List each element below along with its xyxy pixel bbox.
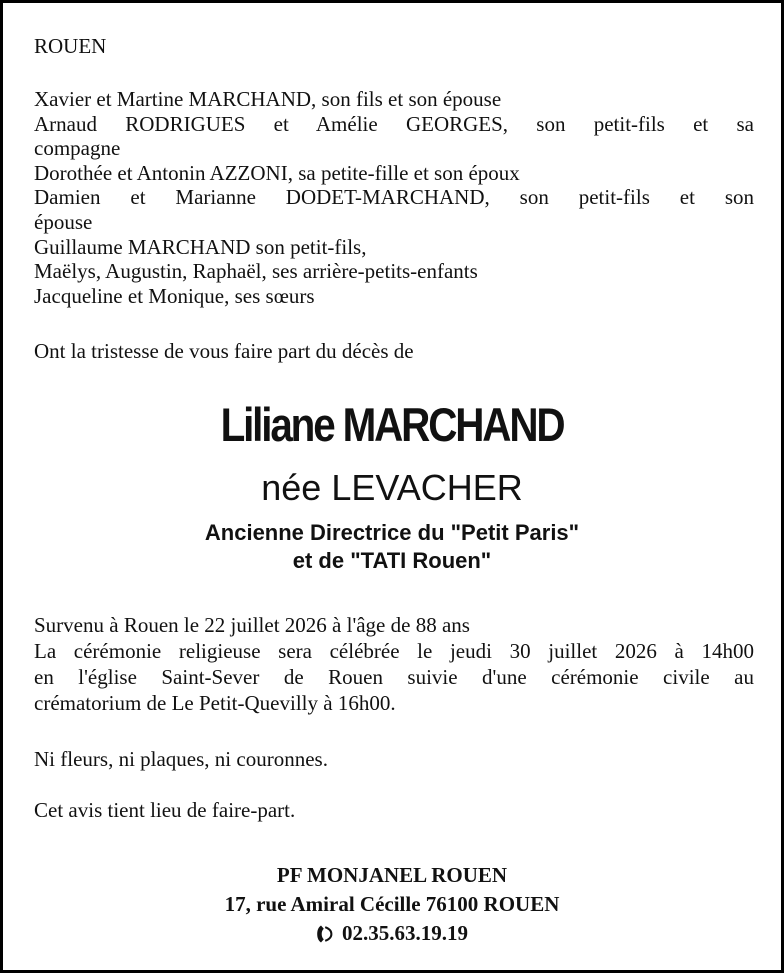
funeral-home-name: PF MONJANEL ROUEN: [276, 863, 508, 887]
family-line: Arnaud RODRIGUES et Amélie GEORGES, son petit-fils et sa: [34, 111, 754, 136]
family-line: Maëlys, Augustin, Raphaël, ses arrière-petits-enfants: [34, 259, 478, 284]
telephone-icon: [316, 924, 334, 944]
funeral-home-block: [3, 861, 781, 952]
detail-line: en l'église Saint-Sever de Rouen suivie d'une cérémonie civile au: [34, 665, 754, 689]
family-line: compagne: [34, 136, 121, 161]
detail-line: crématorium de Le Petit-Quevilly à 16h00.: [34, 691, 396, 715]
family-line: Dorothée et Antonin AZZONI, sa petite-fille et son époux: [34, 160, 520, 185]
maiden-name: née LEVACHER: [261, 467, 523, 508]
family-line: Xavier et Martine MARCHAND, son fils et son épouse: [34, 87, 502, 111]
ceremony-details: [34, 612, 754, 716]
detail-line: La cérémonie religieuse sera célébrée le jeudi 30 juillet 2026 à 14h00: [34, 639, 754, 663]
funeral-home-phone-row: [316, 919, 468, 948]
family-line: Damien et Marianne DODET-MARCHAND, son petit-fils et son: [34, 185, 754, 210]
family-line: Guillaume MARCHAND son petit-fils,: [34, 234, 367, 259]
role-line: Ancienne Directrice du "Petit Paris": [204, 520, 580, 545]
detail-line: Survenu à Rouen le 22 juillet 2026 à l'âge de 88 ans: [34, 613, 470, 637]
deceased-role: [3, 519, 781, 575]
flowers-note: Ni fleurs, ni plaques, ni couronnes.: [34, 747, 328, 771]
deceased-name: Liliane MARCHAND: [220, 398, 564, 451]
family-line: Jacqueline et Monique, ses sœurs: [34, 283, 315, 308]
avis-note: Cet avis tient lieu de faire-part.: [34, 798, 296, 822]
funeral-home-phone: 02.35.63.19.19: [342, 921, 468, 945]
family-line: épouse: [34, 209, 93, 234]
announcement-text: Ont la tristesse de vous faire part du décès de: [34, 339, 414, 363]
funeral-home-address: 17, rue Amiral Cécille 76100 ROUEN: [224, 892, 560, 916]
family-list: [34, 87, 754, 308]
role-line: et de "TATI Rouen": [292, 548, 492, 573]
notice-city: ROUEN: [34, 34, 107, 58]
